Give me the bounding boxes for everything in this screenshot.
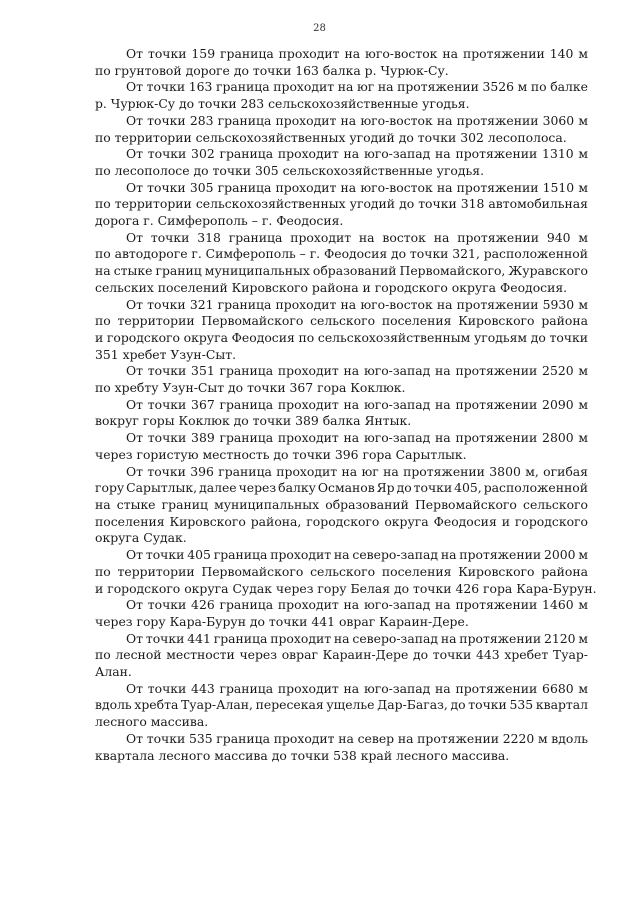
text-line: по грунтовой дороге до точки 163 балка р. Чурюк-Су. — [95, 62, 449, 78]
text-line: вокруг горы Коклюк до точки 389 балка Янтык. — [95, 413, 412, 429]
text-line: сельских поселений Кировского района и городского округа Феодосия. — [95, 279, 568, 295]
text-line: От точки 159 граница проходит на юго-восток на протяжении 140 м — [126, 46, 588, 61]
text-line: От точки 163 граница проходит на юг на протяжении 3526 м по балке — [126, 79, 588, 95]
document-body — [95, 46, 597, 764]
text-line: и городского округа Феодосия по сельскохозяйственным угодьям до точки — [95, 329, 588, 345]
text-line: на стыке границ муниципальных образований Первомайского, Журавского — [95, 263, 588, 279]
paragraph — [95, 363, 588, 396]
text-line: От точки 351 граница проходит на юго-запад на протяжении 2520 м — [126, 363, 588, 379]
paragraph — [95, 597, 588, 630]
text-line: дорога г. Симферополь – г. Феодосия. — [95, 213, 344, 229]
text-line: От точки 389 граница проходит на юго-запад на протяжении 2800 м — [126, 430, 588, 446]
text-line: р. Чурюк-Су до точки 283 сельскохозяйственные угодья. — [95, 96, 470, 112]
text-line: От точки 321 граница проходит на юго-восток на протяжении 5930 м — [126, 296, 588, 312]
paragraph — [95, 146, 588, 179]
text-line: гору Сарытлык, далее через балку Османов Яр до точки 405, расположенной — [95, 480, 588, 496]
text-line: От точки 283 граница проходит на юго-восток на протяжении 3060 м — [126, 112, 588, 128]
text-line: и городского округа Судак через гору Белая до точки 426 гора Кара-Бурун. — [95, 580, 597, 596]
text-line: поселения Кировского района, городского округа Феодосия и городского — [95, 513, 588, 529]
text-line: От точки 302 граница проходит на юго-запад на протяжении 1310 м — [126, 146, 588, 162]
paragraph — [95, 397, 588, 430]
text-line: От точки 426 граница проходит на юго-запад на протяжении 1460 м — [126, 597, 588, 613]
text-line: От точки 318 граница проходит на восток на протяжении 940 м — [126, 229, 588, 245]
text-line: Алан. — [95, 664, 132, 680]
paragraph — [95, 631, 588, 681]
text-line: От точки 405 граница проходит на северо-запад на протяжении 2000 м — [126, 547, 588, 563]
text-line: От точки 305 граница проходит на юго-восток на протяжении 1510 м — [126, 179, 588, 195]
paragraph — [95, 547, 597, 597]
text-line: От точки 367 граница проходит на юго-запад на протяжении 2090 м — [126, 396, 588, 412]
text-line: по автодороге г. Симферополь – г. Феодосия до точки 321, расположенной — [95, 246, 588, 262]
text-line: по территории сельскохозяйственных угодий до точки 302 лесополоса. — [95, 129, 567, 145]
text-line: по хребту Узун-Сыт до точки 367 гора Коклюк. — [95, 380, 406, 396]
text-line: по территории сельскохозяйственных угодий до точки 318 автомобильная — [95, 196, 588, 212]
text-line: От точки 441 граница проходит на северо-запад на протяжении 2120 м — [126, 630, 588, 646]
text-line: От точки 535 граница проходит на север на протяжении 2220 м вдоль — [126, 730, 588, 746]
paragraph — [95, 430, 588, 463]
text-line: по территории Первомайского сельского поселения Кировского района — [95, 563, 588, 579]
text-line: по территории Первомайского сельского поселения Кировского района — [95, 313, 588, 329]
text-line: лесного массива. — [95, 714, 209, 730]
text-line: 351 хребет Узун-Сыт. — [95, 346, 237, 362]
paragraph — [95, 46, 588, 79]
text-line: на стыке границ муниципальных образований Первомайского сельского — [95, 496, 588, 512]
text-line: по лесополосе до точки 305 сельскохозяйственные угодья. — [95, 162, 485, 178]
text-line: квартала лесного массива до точки 538 край лесного массива. — [95, 747, 510, 763]
page-number: 28 — [313, 23, 326, 34]
text-line: через гору Кара-Бурун до точки 441 овраг Караин-Дере. — [95, 613, 469, 629]
paragraph — [95, 464, 588, 548]
text-line: через гористую местность до точки 396 гора Сарытлык. — [95, 446, 467, 462]
paragraph — [95, 297, 588, 364]
paragraph — [95, 681, 588, 731]
paragraph — [95, 180, 588, 230]
text-line: округа Судак. — [95, 530, 187, 546]
text-line: От точки 396 граница проходит на юг на протяжении 3800 м, огибая — [126, 463, 588, 479]
paragraph — [95, 731, 588, 764]
paragraph — [95, 79, 588, 112]
text-line: вдоль хребта Туар-Алан, пересекая ущелье Дар-Багаз, до точки 535 квартал — [95, 697, 588, 713]
text-line: по лесной местности через овраг Караин-Дере до точки 443 хребет Туар- — [95, 647, 588, 663]
paragraph — [95, 113, 588, 146]
paragraph — [95, 230, 588, 297]
text-line: От точки 443 граница проходит на юго-запад на протяжении 6680 м — [126, 680, 588, 696]
